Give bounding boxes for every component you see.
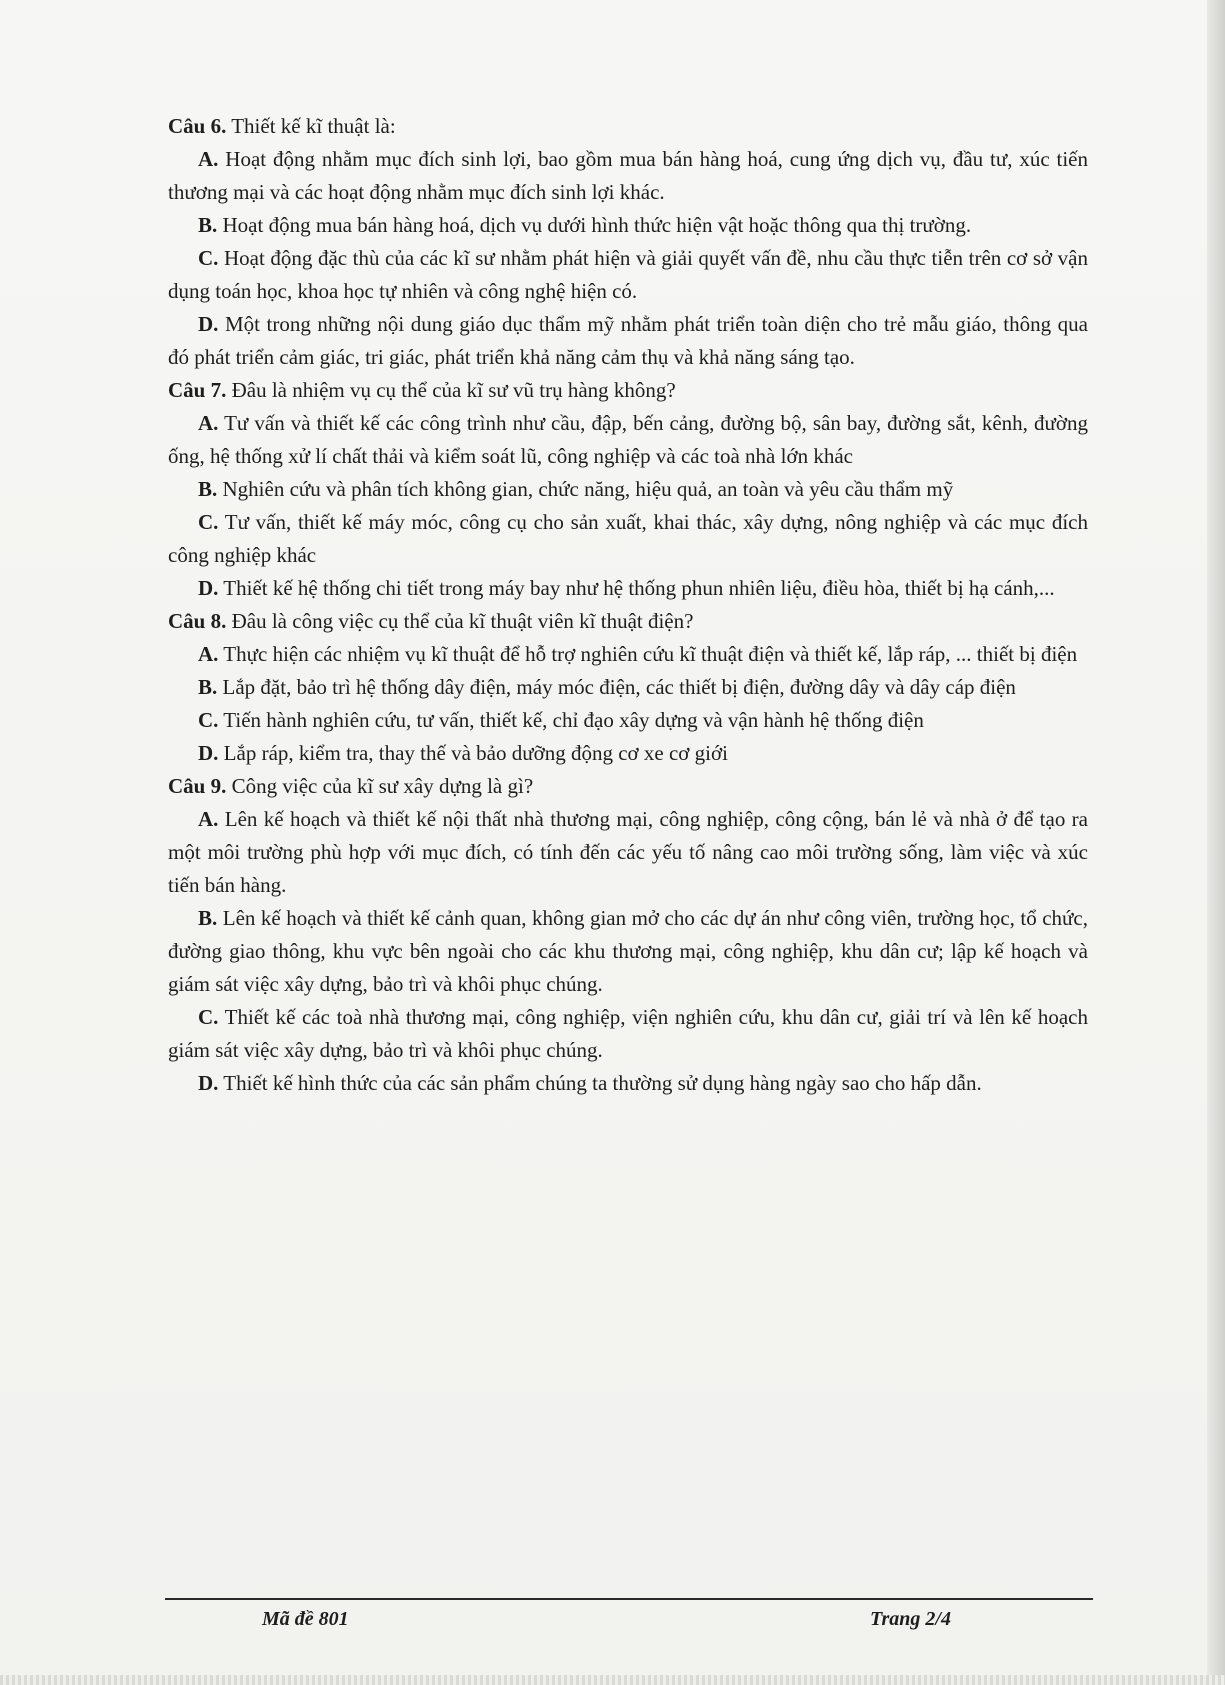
option-d (168, 572, 1088, 605)
option-label: C. (198, 510, 219, 534)
option-label: D. (198, 576, 219, 600)
option-label: C. (198, 246, 219, 270)
option-c (168, 1001, 1088, 1067)
option-label: B. (198, 477, 218, 501)
option-label: B. (198, 213, 218, 237)
question-stem (168, 374, 1088, 407)
page-number: Trang 2/4 (870, 1608, 951, 1630)
question-label: Câu 9. (168, 774, 227, 798)
option-text: Thiết kế các toà nhà thương mại, công nghiệp, viện nghiên cứu, khu dân cư, giải trí và lên kế hoạch giám sát việc xây dựng, bảo trì và khôi phục chúng. (168, 1005, 1088, 1062)
option-c (168, 242, 1088, 308)
option-text: Nghiên cứu và phân tích không gian, chức năng, hiệu quả, an toàn và yêu cầu thẩm mỹ (217, 477, 954, 501)
question-text: Đâu là nhiệm vụ cụ thể của kĩ sư vũ trụ hàng không? (226, 378, 676, 402)
option-label: C. (198, 708, 219, 732)
option-label: B. (198, 906, 218, 930)
option-d (168, 1067, 1088, 1100)
option-d (168, 308, 1088, 374)
option-label: A. (198, 147, 219, 171)
question-label: Câu 8. (168, 609, 227, 633)
option-text: Lên kế hoạch và thiết kế nội thất nhà thương mại, công nghiệp, công cộng, bán lẻ và nhà ở để tạo ra một môi trường phù hợp với mục đích, có tính đến các yếu tố nâng cao môi trường sống, làm việc và xúc tiến bán hàng. (168, 807, 1088, 897)
option-text: Một trong những nội dung giáo dục thẩm mỹ nhằm phát triển toàn diện cho trẻ mẫu giáo, thông qua đó phát triển cảm giác, tri giác, phát triển khả năng cảm thụ và khả năng sáng tạo. (168, 312, 1088, 369)
option-label: A. (198, 807, 219, 831)
option-label: D. (198, 1071, 219, 1095)
option-text: Thiết kế hình thức của các sản phẩm chúng ta thường sử dụng hàng ngày sao cho hấp dẫn. (218, 1071, 982, 1095)
option-text: Hoạt động đặc thù của các kĩ sư nhằm phát hiện và giải quyết vấn đề, nhu cầu thực tiễn trên cơ sở vận dụng toán học, khoa học tự nhiên và công nghệ hiện có. (168, 246, 1088, 303)
question-label: Câu 6. (168, 114, 227, 138)
option-text: Thực hiện các nhiệm vụ kĩ thuật để hỗ trợ nghiên cứu kĩ thuật điện và thiết kế, lắp ráp, ... thiết bị điện (218, 642, 1078, 666)
option-label: D. (198, 312, 219, 336)
question-stem (168, 605, 1088, 638)
option-text: Lắp đặt, bảo trì hệ thống dây điện, máy móc điện, các thiết bị điện, đường dây và dây cáp điện (217, 675, 1016, 699)
option-text: Tiến hành nghiên cứu, tư vấn, thiết kế, chỉ đạo xây dựng và vận hành hệ thống điện (218, 708, 924, 732)
option-c (168, 506, 1088, 572)
option-a (168, 638, 1088, 671)
option-label: D. (198, 741, 219, 765)
option-text: Hoạt động nhằm mục đích sinh lợi, bao gồm mua bán hàng hoá, cung ứng dịch vụ, đầu tư, xúc tiến thương mại và các hoạt động nhằm mục đích sinh lợi khác. (168, 147, 1088, 204)
questions-container (168, 110, 1088, 1100)
scan-border (0, 1675, 1225, 1685)
option-d (168, 737, 1088, 770)
option-a (168, 143, 1088, 209)
question-7 (168, 374, 1088, 605)
option-label: C. (198, 1005, 219, 1029)
question-6 (168, 110, 1088, 374)
option-label: A. (198, 642, 219, 666)
question-text: Đâu là công việc cụ thể của kĩ thuật viên kĩ thuật điện? (226, 609, 694, 633)
option-label: A. (198, 411, 219, 435)
option-text: Thiết kế hệ thống chi tiết trong máy bay như hệ thống phun nhiên liệu, điều hòa, thiết bị hạ cánh,... (218, 576, 1055, 600)
question-8 (168, 605, 1088, 770)
option-text: Lên kế hoạch và thiết kế cảnh quan, không gian mở cho các dự án như công viên, trường học, tổ chức, đường giao thông, khu vực bên ngoài cho các khu thương mại, công nghiệp, khu dân cư; lập kế hoạch và giám sát việc xây dựng, bảo trì và khôi phục chúng. (168, 906, 1088, 996)
question-text: Thiết kế kĩ thuật là: (226, 114, 396, 138)
footer-divider (165, 1598, 1093, 1600)
option-text: Tư vấn và thiết kế các công trình như cầu, đập, bến cảng, đường bộ, sân bay, đường sắt, kênh, đường ống, hệ thống xử lí chất thải và kiểm soát lũ, công nghiệp và các toà nhà lớn khác (168, 411, 1088, 468)
option-b (168, 209, 1088, 242)
question-stem (168, 110, 1088, 143)
option-text: Tư vấn, thiết kế máy móc, công cụ cho sản xuất, khai thác, xây dựng, nông nghiệp và các mục đích công nghiệp khác (168, 510, 1088, 567)
option-b (168, 671, 1088, 704)
question-label: Câu 7. (168, 378, 227, 402)
option-text: Hoạt động mua bán hàng hoá, dịch vụ dưới hình thức hiện vật hoặc thông qua thị trường. (217, 213, 972, 237)
question-stem (168, 770, 1088, 803)
option-a (168, 407, 1088, 473)
exam-code: Mã đề 801 (262, 1608, 349, 1630)
question-text: Công việc của kĩ sư xây dựng là gì? (226, 774, 534, 798)
option-c (168, 704, 1088, 737)
option-a (168, 803, 1088, 902)
page-edge-shadow (1207, 0, 1225, 1685)
option-b (168, 473, 1088, 506)
question-9 (168, 770, 1088, 1100)
option-b (168, 902, 1088, 1001)
option-text: Lắp ráp, kiểm tra, thay thế và bảo dưỡng động cơ xe cơ giới (218, 741, 728, 765)
option-label: B. (198, 675, 218, 699)
